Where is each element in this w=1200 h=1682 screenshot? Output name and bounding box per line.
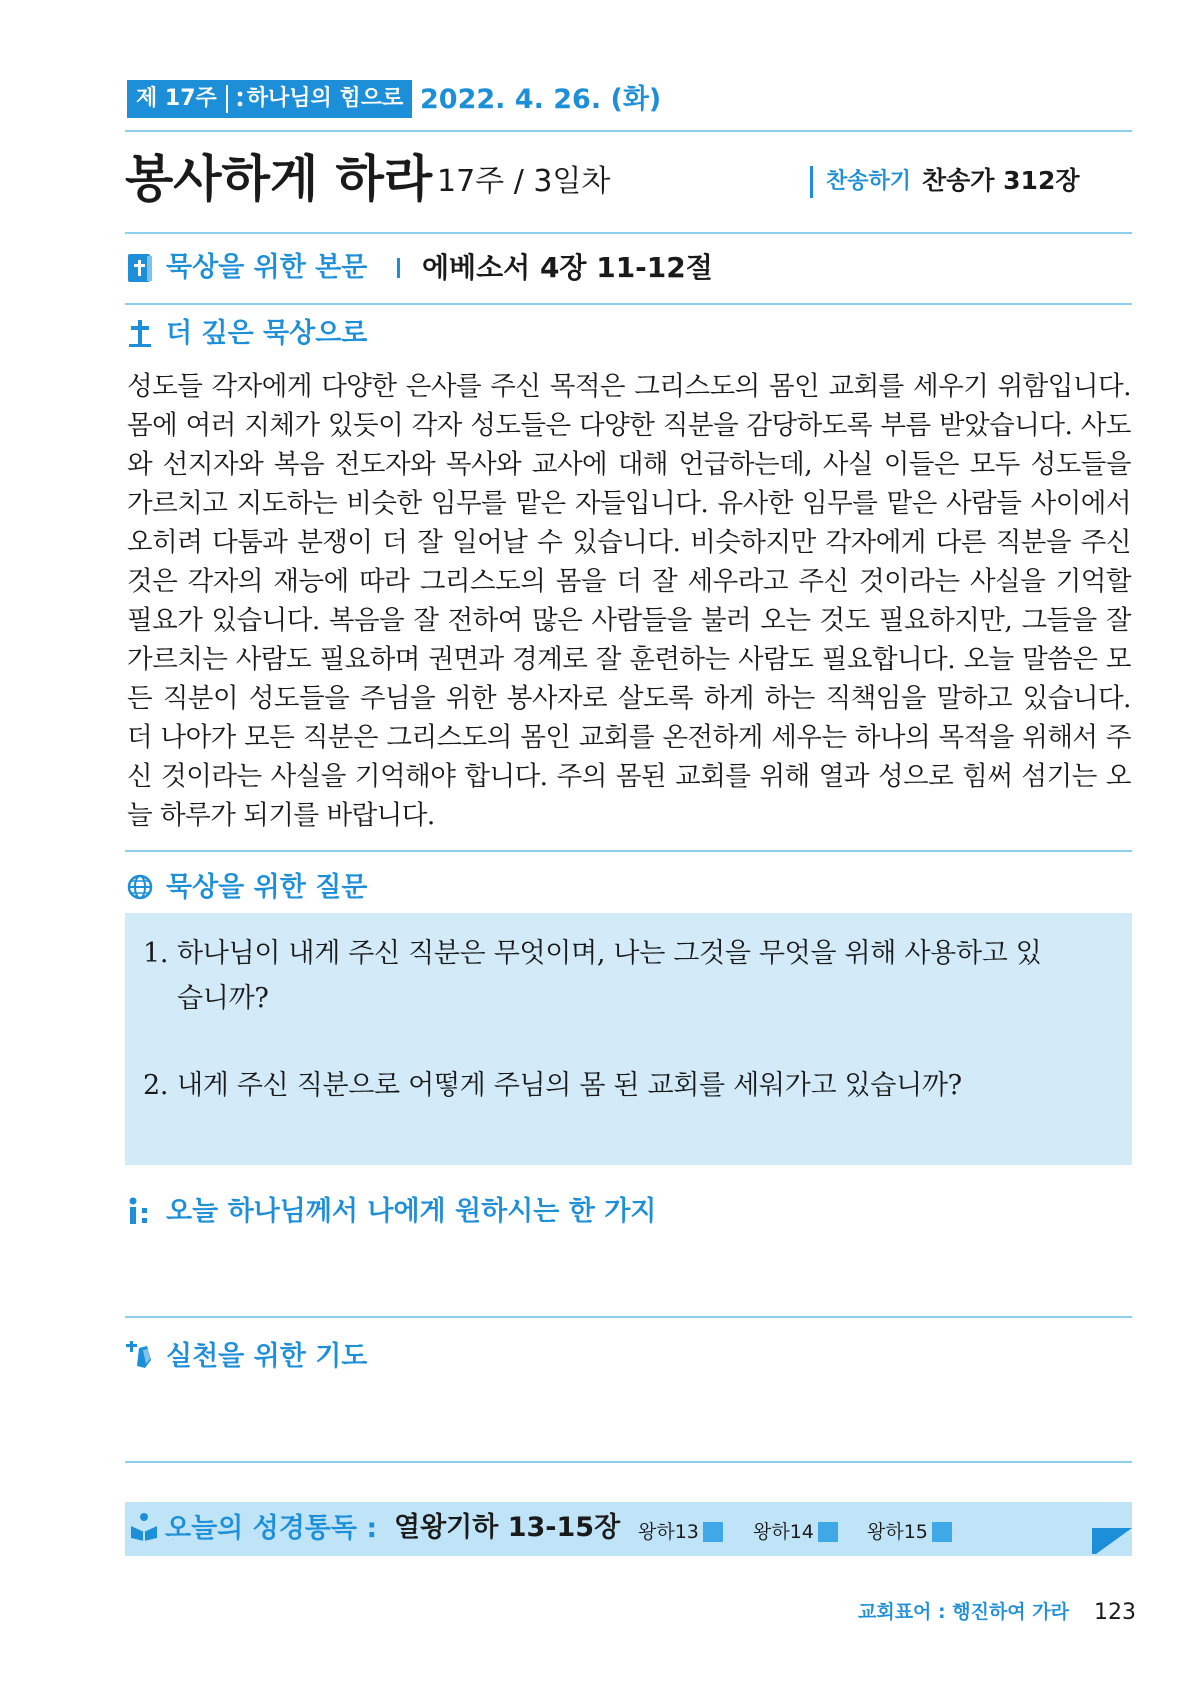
reading-checkbox-item[interactable] [753, 1520, 838, 1544]
meditation-text: 성도들 각자에게 다양한 은사를 주신 목적은 그리스도의 몸인 교회를 세우기 위함입니다. 몸에 여러 지체가 있듯이 각자 성도들은 다양한 직분을 감당하도록 부름 받았습니다. 사도와 선지자와 복음 전도자와 목사와 교사에 대해 언급하는데, 사실 이들은 모두 성도들을 가르치고 지도하는 비슷한 임무를 맡은 자들입니다. 유사한 임무를 맡은 사람들 사이에서 오히려 다툼과 분쟁이 더 잘 일어날 수 있습니다. 비슷하지만 각자에게 다른 직분을 주신 것은 각자의 재능에 따라 그리스도의 몸을 더 잘 세우라고 주신 것이라는 사실을 기억할 필요가 있습니다. 복음을 잘 전하여 많은 사람들을 불러 오는 것도 필요하지만, 그들을 잘 가르치는 사람도 필요하며 권면과 경계로 잘 훈련하는 사람도 필요합니다. 오늘 말씀은 모든 직분이 성도들을 주님을 위한 봉사자로 살도록 하게 하는 직책임을 말하고 있습니다. 더 나아가 모든 직분은 그리스도의 몸인 교회를 온전하게 세우는 하나의 목적을 위해서 주신 것이라는 사실을 기억해야 합니다. 주의 몸된 교회를 위해 열과 성으로 힘써 섬기는 오늘 하루가 되기를 바랍니다. [127, 371, 1131, 831]
question-item [143, 1063, 1108, 1108]
reading-checkbox-item[interactable] [867, 1520, 952, 1544]
question-text-continued: 습니까? [177, 983, 269, 1014]
divider [125, 1461, 1132, 1463]
checkbox-square-icon[interactable] [703, 1522, 723, 1542]
questions-box [125, 913, 1132, 1165]
day-indicator: 17주 / 3일차 [437, 164, 611, 199]
cross-icon [127, 318, 153, 348]
divider [125, 130, 1132, 132]
page-number: 123 [1094, 1600, 1136, 1625]
prayer-heading: 실천을 위한 기도 [166, 1341, 368, 1372]
question-text: 하나님이 내게 주신 직분은 무엇이며, 나는 그것을 무엇을 위해 사용하고 있 [177, 938, 1042, 969]
hymn-value: 찬송가 312장 [922, 166, 1080, 195]
checkbox-square-icon[interactable] [932, 1522, 952, 1542]
passage-reference: 에베소서 4장 11-12절 [422, 251, 713, 284]
page-title: 봉사하게 하라 [125, 150, 433, 208]
question-item [143, 931, 1108, 1021]
church-motto: 교회표어 : 행진하여 가라 [858, 1601, 1069, 1623]
week-theme-label: 하나님의 힘으로 [246, 86, 404, 111]
checkbox-square-icon[interactable] [818, 1522, 838, 1542]
week-theme [228, 80, 412, 118]
meditation-heading: 더 깊은 묵상으로 [166, 318, 368, 349]
questions-heading: 묵상을 위한 질문 [166, 872, 368, 903]
one-thing-heading: 오늘 하나님께서 나에게 원하시는 한 가지 [166, 1196, 657, 1227]
praying-hands-icon [125, 1340, 157, 1370]
divider [125, 1316, 1132, 1318]
week-number: 제 17주 [136, 86, 217, 111]
bible-reading-label: 오늘의 성경통독 : [165, 1513, 378, 1544]
passage-divider [397, 258, 400, 278]
page-date: 2022. 4. 26. (화) [420, 84, 662, 115]
globe-icon [127, 872, 153, 902]
passage-heading: 묵상을 위한 본문 [166, 252, 368, 283]
corner-triangle-icon [1092, 1524, 1132, 1554]
divider [125, 850, 1132, 852]
reading-checkbox-label: 왕하13 [638, 1521, 699, 1543]
info-icon [127, 1196, 153, 1226]
bible-reading-range: 열왕기하 13-15장 [394, 1512, 621, 1543]
reading-checkbox-label: 왕하15 [867, 1521, 928, 1543]
question-text: 내게 주신 직분으로 어떻게 주님의 몸 된 교회를 세워가고 있습니까? [177, 1070, 962, 1101]
week-tag [127, 80, 412, 118]
hymn-divider [810, 166, 813, 198]
bible-book-icon [127, 253, 153, 283]
reading-checkbox-item[interactable] [638, 1520, 723, 1544]
question-number: 2. [143, 1070, 169, 1101]
hymn-label: 찬송하기 [826, 169, 912, 194]
reading-person-icon [129, 1512, 159, 1542]
divider [125, 232, 1132, 234]
reading-checkbox-label: 왕하14 [753, 1521, 814, 1543]
divider [125, 303, 1132, 305]
question-number: 1. [143, 938, 169, 969]
colon-icon [237, 89, 243, 109]
